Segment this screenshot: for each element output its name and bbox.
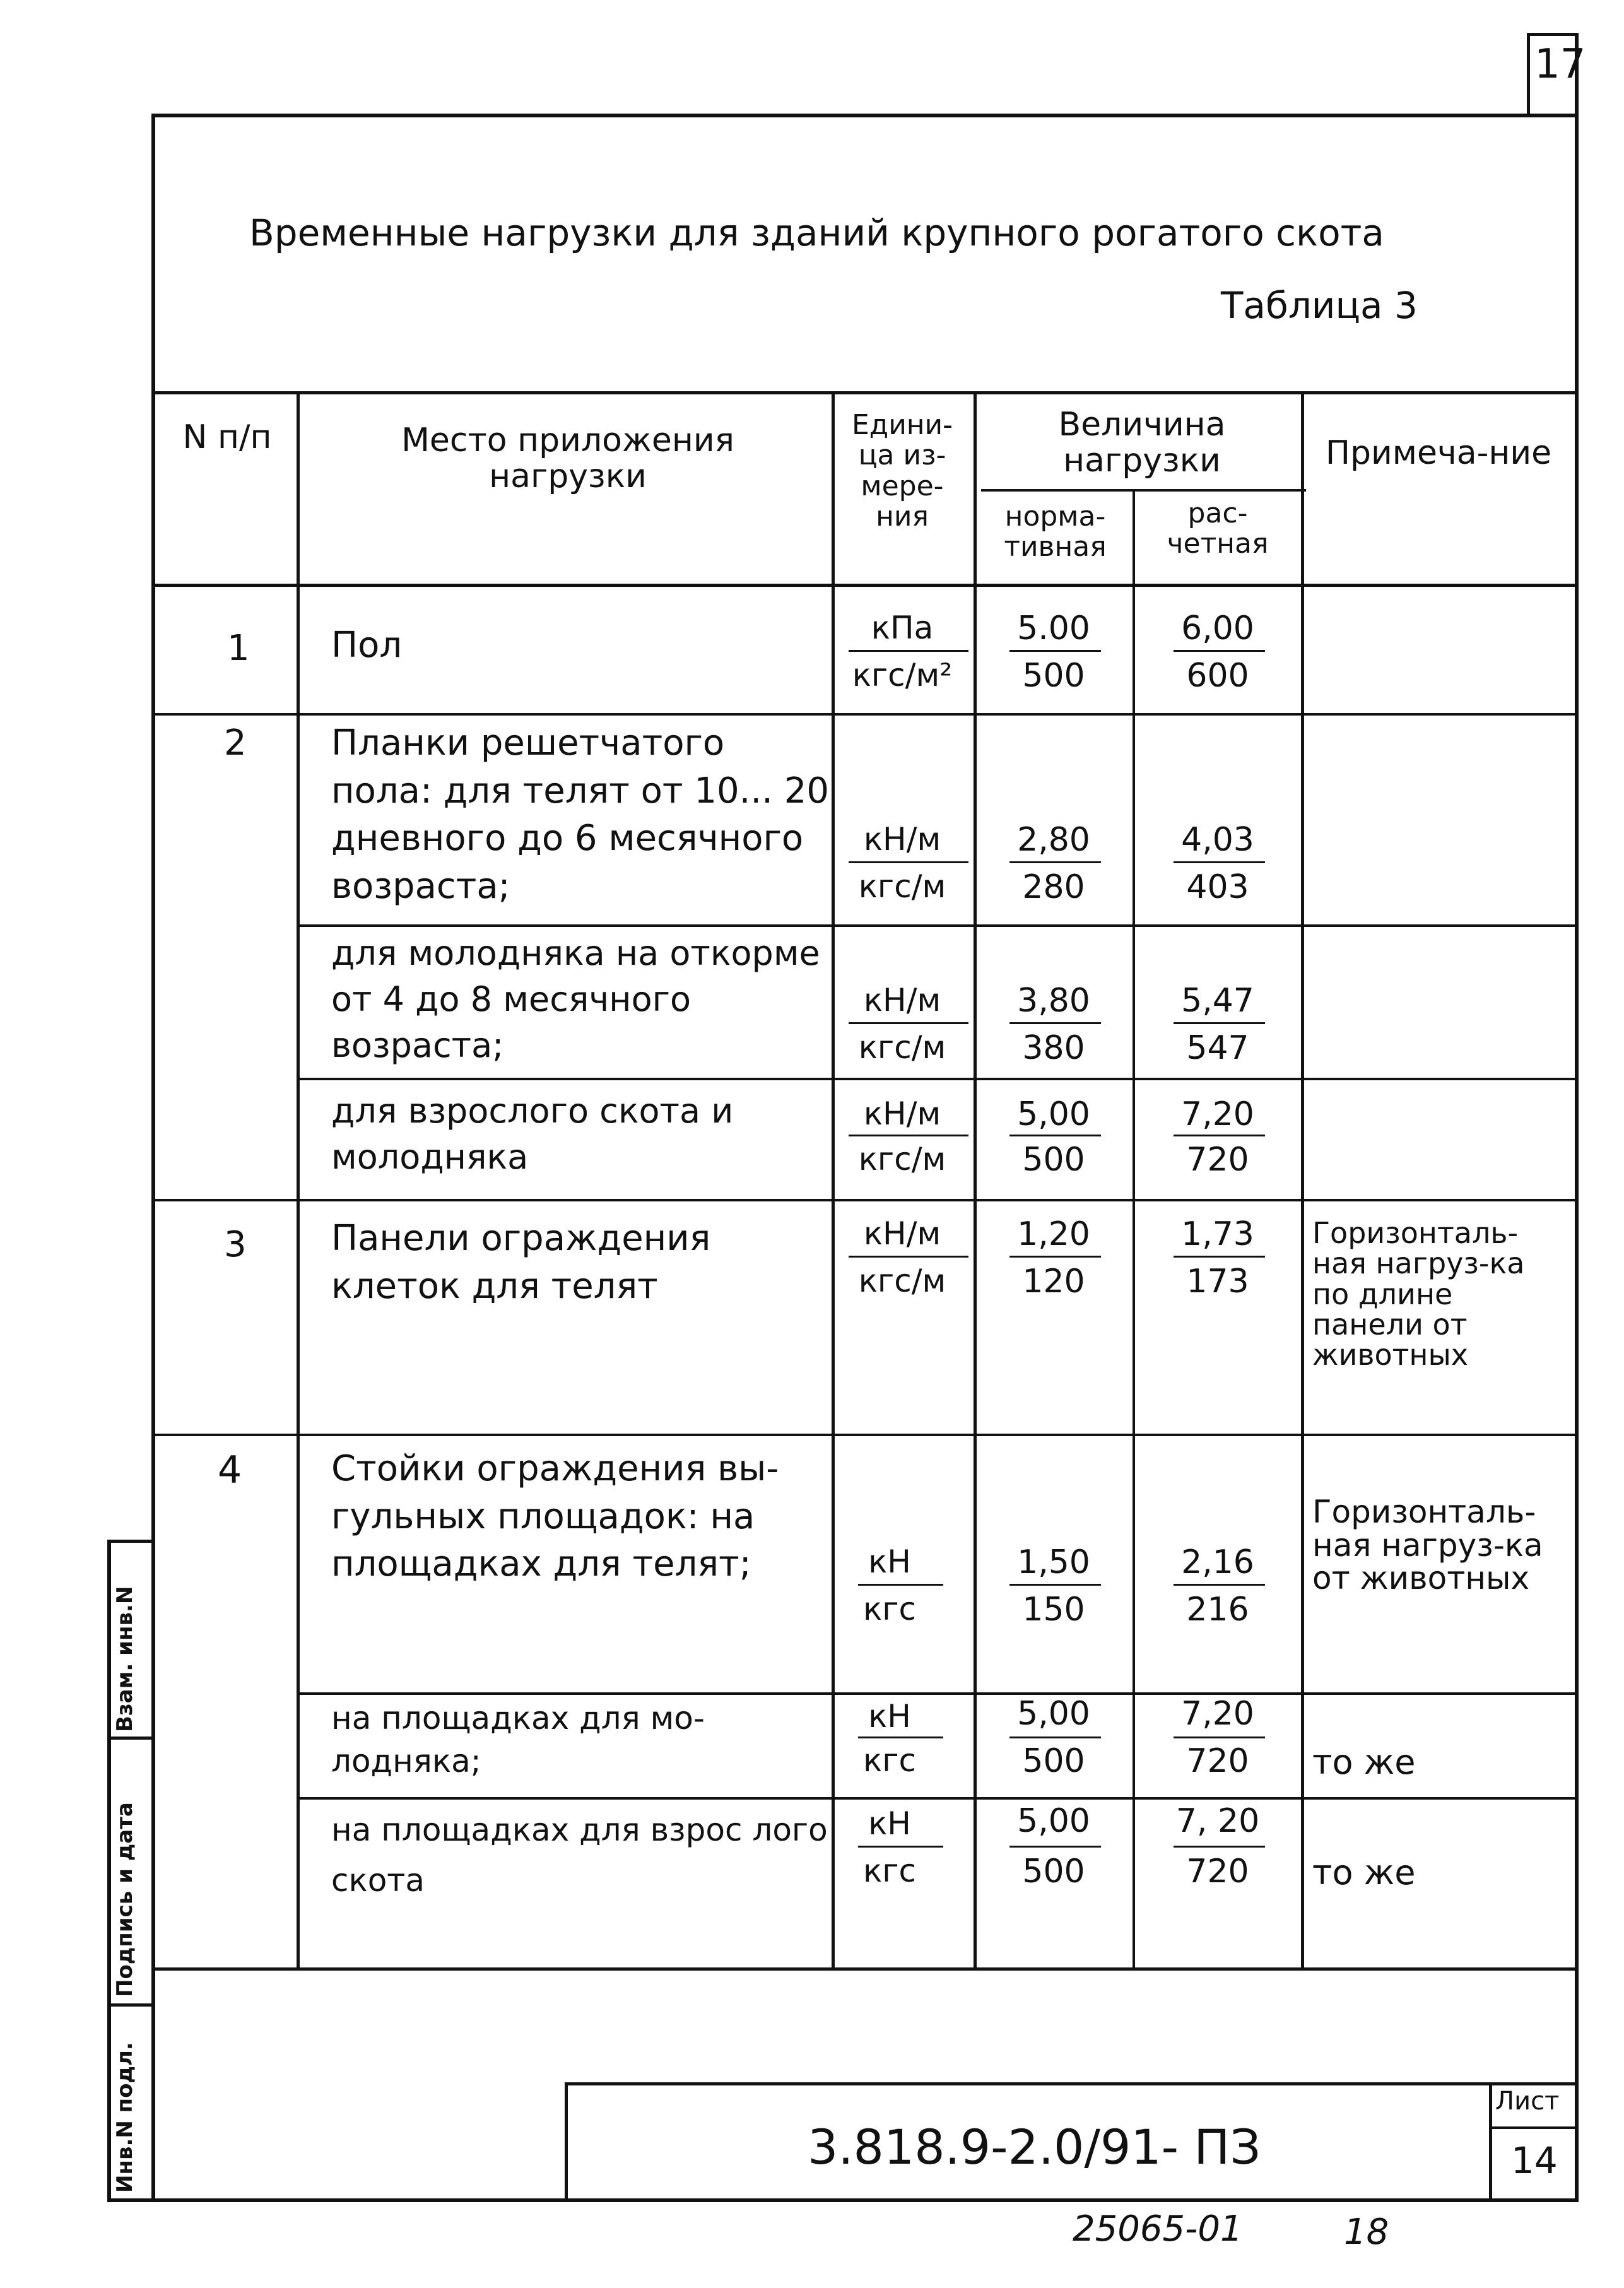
unit-bottom: кгс/м: [858, 868, 946, 905]
normative-top: 1,20: [1017, 1215, 1090, 1253]
footer-code: 25065-01: [1073, 2208, 1243, 2250]
normative-bottom: 120: [1022, 1263, 1085, 1300]
header-value: Величина нагрузки: [1058, 406, 1226, 480]
row-note: то же: [1312, 1742, 1416, 1782]
unit-top: кН: [868, 1543, 911, 1580]
row-number: 1: [227, 628, 250, 669]
row-note: Горизонталь-ная нагруз-ка по длине панели от животных: [1312, 1216, 1525, 1372]
design-bottom: 547: [1186, 1029, 1249, 1067]
row-number: 2: [224, 722, 247, 764]
table-label: Таблица 3: [1221, 284, 1418, 327]
normative-top: 5,00: [1017, 1095, 1090, 1133]
row-place: Планки решетчатого пола: для телят от 10... 20 дневного до 6 месячного возраста;: [331, 722, 830, 907]
normative-top: 5,00: [1017, 1802, 1090, 1840]
normative-bottom: 150: [1022, 1591, 1085, 1629]
row-place: для молодняка на откорме от 4 до 8 месячного возраста;: [331, 933, 820, 1065]
design-top: 7,20: [1181, 1095, 1254, 1133]
side-label-inv-podl: Инв.N подл.: [112, 2042, 138, 2193]
header-normative: норма-тивная: [1004, 500, 1107, 563]
side-label-podpis: Подпись и дата: [112, 1802, 138, 1997]
page-title: Временные нагрузки для зданий крупного рогатого скота: [249, 211, 1384, 254]
normative-top: 3,80: [1017, 982, 1090, 1020]
design-bottom: 720: [1186, 1141, 1249, 1179]
normative-bottom: 500: [1022, 1742, 1085, 1780]
unit-bottom: кгс/м: [858, 1141, 946, 1177]
header-place: Место приложения нагрузки: [401, 422, 734, 496]
design-top: 4,03: [1181, 821, 1254, 859]
unit-top: кН/м: [863, 1215, 941, 1252]
row-number: 4: [218, 1448, 242, 1492]
design-top: 5,47: [1181, 982, 1254, 1020]
design-top: 7,20: [1181, 1695, 1254, 1733]
normative-bottom: 380: [1022, 1029, 1085, 1067]
row-number: 3: [224, 1224, 247, 1265]
header-note: Примеча-ние: [1325, 434, 1552, 472]
header-unit: Едини-ца из-мере-ния: [851, 409, 953, 533]
row-place: Стойки ограждения вы-гульных площадок: на площадках для телят;: [331, 1448, 779, 1585]
normative-top: 5,00: [1017, 1695, 1090, 1733]
sheet-label: Лист: [1495, 2087, 1560, 2116]
normative-top: 2,80: [1017, 821, 1090, 859]
design-bottom: 720: [1186, 1742, 1249, 1780]
header-num: N п/п: [182, 418, 272, 456]
row-place: Панели ограждения клеток для телят: [331, 1218, 711, 1307]
design-bottom: 600: [1186, 657, 1249, 695]
design-bottom: 216: [1186, 1591, 1249, 1629]
unit-top: кН: [868, 1805, 911, 1842]
document-code: 3.818.9-2.0/91- ПЗ: [808, 2119, 1261, 2175]
header-design: рас-четная: [1167, 497, 1269, 560]
normative-bottom: 500: [1022, 657, 1085, 695]
normative-bottom: 500: [1022, 1141, 1085, 1179]
design-top: 1,73: [1181, 1215, 1254, 1253]
unit-top: кН: [868, 1698, 911, 1735]
unit-bottom: кгс: [863, 1742, 916, 1779]
unit-bottom: кгс: [863, 1853, 916, 1889]
unit-top: кН/м: [863, 1095, 941, 1132]
row-place: на площадках для взрос лого скота: [331, 1812, 828, 1899]
normative-bottom: 500: [1022, 1853, 1085, 1890]
design-top: 6,00: [1181, 610, 1254, 647]
unit-top: кН/м: [863, 982, 941, 1018]
design-bottom: 720: [1186, 1853, 1249, 1890]
sheet-number: 14: [1511, 2139, 1558, 2182]
normative-bottom: 280: [1022, 868, 1085, 906]
footer-number: 18: [1344, 2212, 1389, 2253]
row-place: Пол: [331, 625, 403, 666]
unit-bottom: кгс: [863, 1591, 916, 1627]
normative-top: 5.00: [1017, 610, 1090, 647]
design-bottom: 173: [1186, 1263, 1249, 1300]
unit-top: кПа: [871, 610, 934, 646]
unit-bottom: кгс/м²: [852, 657, 953, 693]
unit-top: кН/м: [863, 821, 941, 858]
design-top: 7, 20: [1175, 1802, 1260, 1840]
page-number: 17: [1534, 41, 1586, 88]
normative-top: 1,50: [1017, 1543, 1090, 1581]
row-place: для взрослого скота и молодняка: [331, 1091, 734, 1177]
row-note: то же: [1312, 1853, 1416, 1892]
design-top: 2,16: [1181, 1543, 1254, 1581]
side-label-vzam: Взам. инв.N: [112, 1586, 138, 1732]
row-note: Горизонталь-ная нагруз-ка от животных: [1312, 1494, 1543, 1596]
unit-bottom: кгс/м: [858, 1029, 946, 1066]
design-bottom: 403: [1186, 868, 1249, 906]
unit-bottom: кгс/м: [858, 1263, 946, 1299]
row-place: на площадках для мо-лодняка;: [331, 1700, 705, 1779]
